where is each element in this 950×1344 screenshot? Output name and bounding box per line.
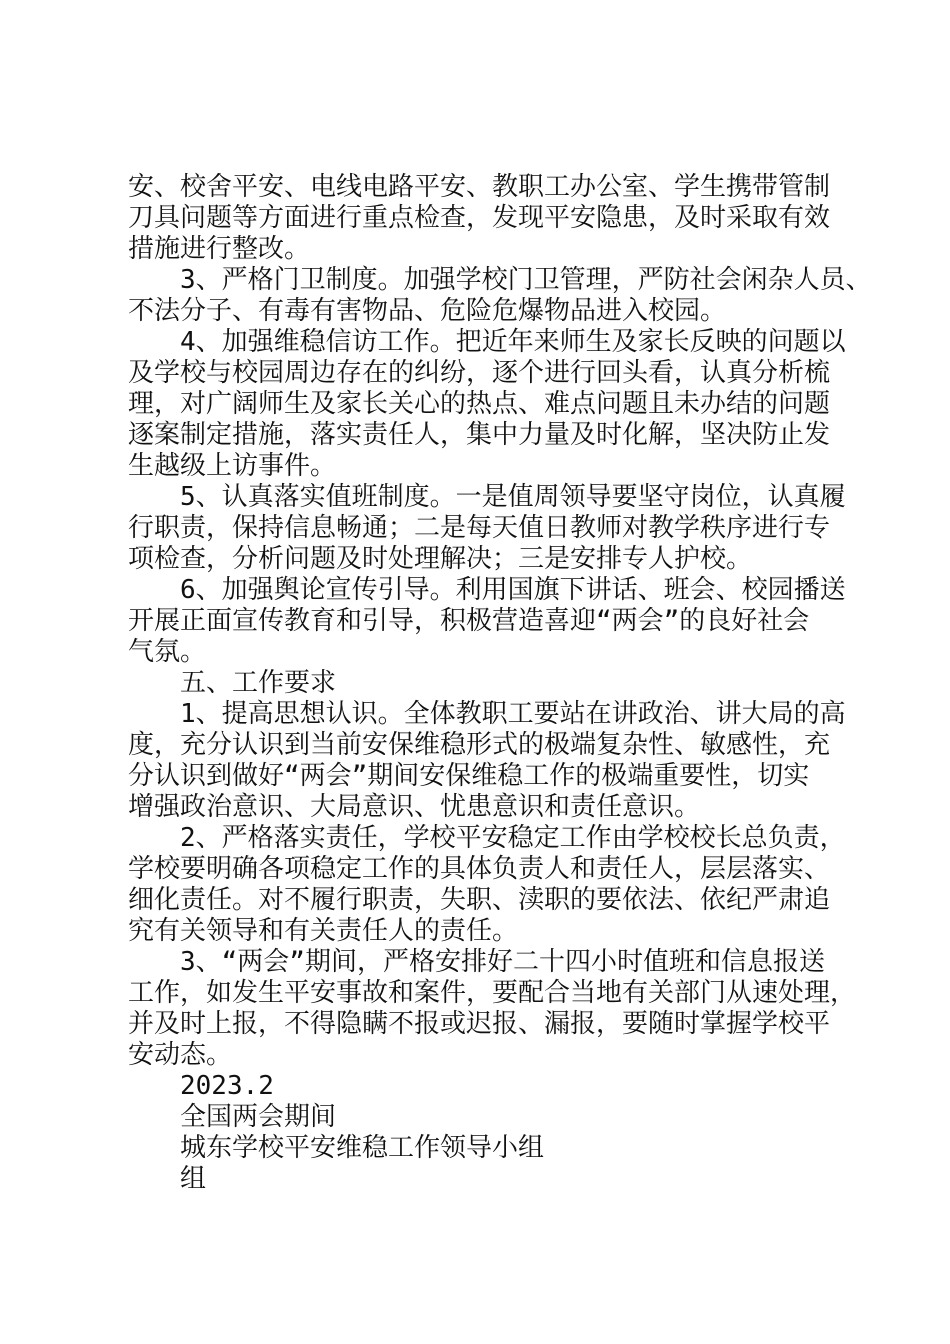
text-line: 究有关领导和有关责任人的责任。 xyxy=(128,916,519,946)
text-line: 措施进行整改。 xyxy=(128,234,311,264)
text-line: 项检查，分析问题及时处理解决；三是安排专人护校。 xyxy=(128,544,753,574)
text-line: 5、认真落实值班制度。一是值周领导要坚守岗位，认真履 xyxy=(180,482,846,512)
text-line: 生越级上访事件。 xyxy=(128,451,337,481)
text-line: 2、严格落实责任，学校平安稳定工作由学校校长总负责， xyxy=(180,823,846,853)
text-line: 6、加强舆论宣传引导。利用国旗下讲话、班会、校园播送 xyxy=(180,575,846,605)
text-line: 行职责，保持信息畅通；二是每天值日教师对教学秩序进行专 xyxy=(128,513,831,543)
text-line: 不法分子、有毒有害物品、危险危爆物品进入校园。 xyxy=(128,296,727,326)
text-line: 安动态。 xyxy=(128,1040,233,1070)
signature-line: 全国两会期间 xyxy=(180,1102,337,1132)
text-line: 4、加强维稳信访工作。把近年来师生及家长反映的问题以 xyxy=(180,327,846,357)
text-line: 1、提高思想认识。全体教职工要站在讲政治、讲大局的高 xyxy=(180,699,846,729)
text-line: 细化责任。对不履行职责，失职、渎职的要依法、依纪严肃追 xyxy=(128,885,831,915)
text-line: 工作，如发生平安事故和案件，要配合当地有关部门从速处理， xyxy=(128,978,857,1008)
text-line: 增强政治意识、大局意识、忧患意识和责任意识。 xyxy=(128,792,701,822)
text-line: 理，对广阔师生及家长关心的热点、难点问题且未办结的问题 xyxy=(128,389,831,419)
text-line: 分认识到做好“两会”期间安保维稳工作的极端重要性，切实 xyxy=(128,761,810,791)
text-line: 安、校舍平安、电线电路平安、教职工办公室、学生携带管制 xyxy=(128,172,831,202)
text-line: 3、“两会”期间，严格安排好二十四小时值班和信息报送 xyxy=(180,947,825,977)
text-line: 3、严格门卫制度。加强学校门卫管理，严防社会闲杂人员、 xyxy=(180,265,872,295)
document-body xyxy=(128,172,872,1195)
text-line: 刀具问题等方面进行重点检查，发现平安隐患，及时采取有效 xyxy=(128,203,831,233)
text-line: 开展正面宣传教育和引导，积极营造喜迎“两会”的良好社会 xyxy=(128,606,810,636)
signature-org: 城东学校平安维稳工作领导小组 xyxy=(180,1133,545,1163)
section-heading: 五、工作要求 xyxy=(180,668,337,698)
signature-line: 组 xyxy=(180,1164,207,1194)
signature-date: 2023.2 xyxy=(180,1071,274,1101)
text-line: 度，充分认识到当前安保维稳形式的极端复杂性、敏感性，充 xyxy=(128,730,831,760)
text-line: 逐案制定措施，落实责任人，集中力量及时化解，坚决防止发 xyxy=(128,420,831,450)
text-line: 学校要明确各项稳定工作的具体负责人和责任人，层层落实、 xyxy=(128,854,831,884)
text-line: 并及时上报，不得隐瞒不报或迟报、漏报，要随时掌握学校平 xyxy=(128,1009,831,1039)
text-line: 气氛。 xyxy=(128,637,207,667)
text-line: 及学校与校园周边存在的纠纷，逐个进行回头看，认真分析梳 xyxy=(128,358,831,388)
